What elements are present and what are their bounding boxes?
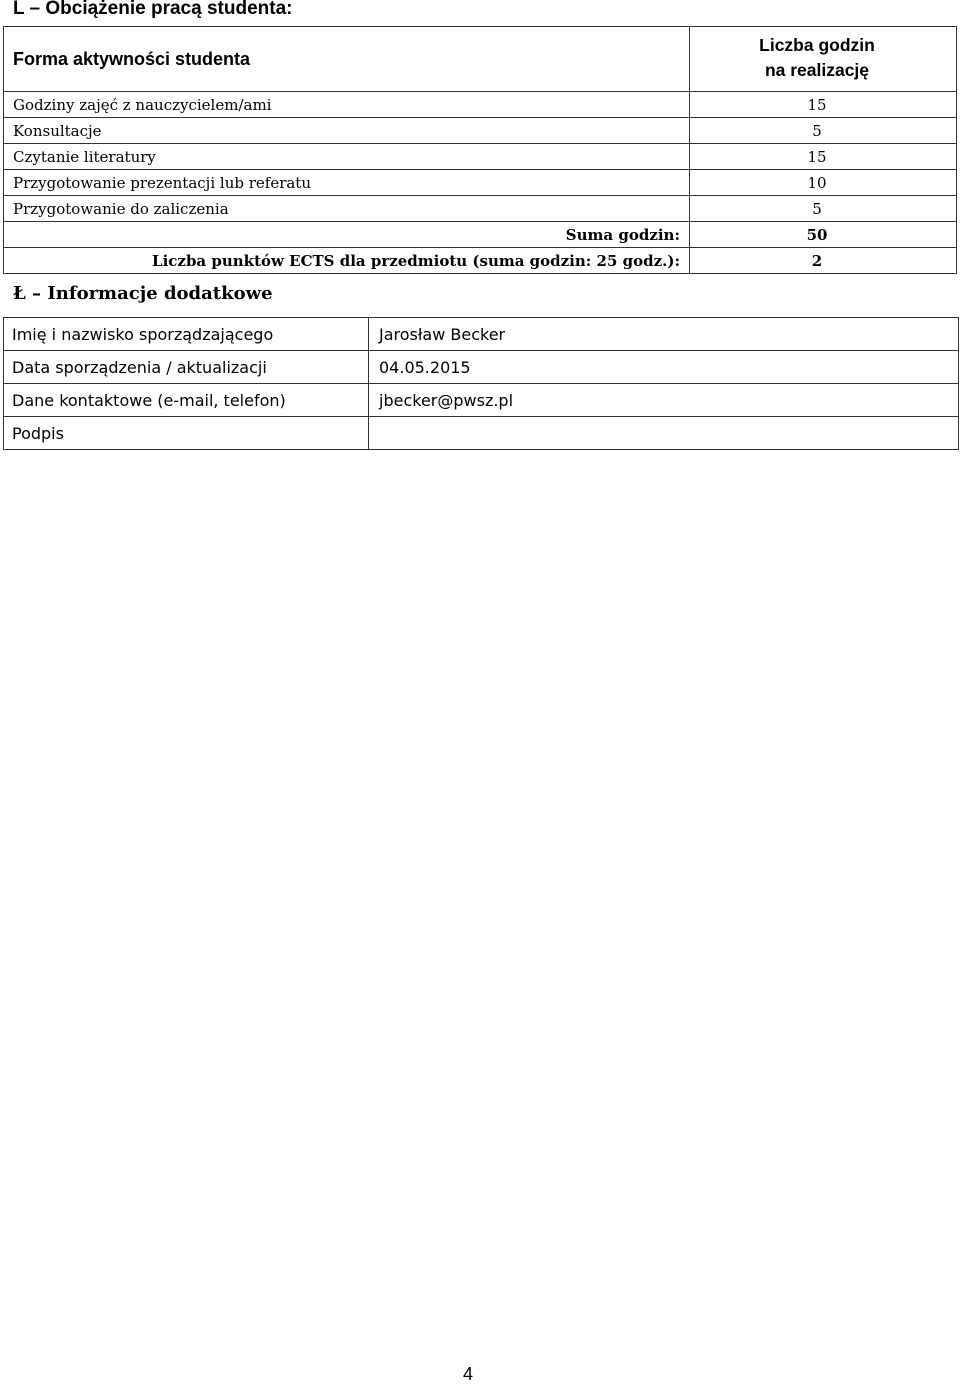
hours-cell: 5 <box>690 196 957 222</box>
info-value: 04.05.2015 <box>369 351 959 384</box>
signature-field <box>369 417 959 450</box>
table-row <box>4 384 959 417</box>
table-row <box>4 118 957 144</box>
info-label: Podpis <box>4 417 369 450</box>
hours-cell: 15 <box>690 92 957 118</box>
table-row <box>4 196 957 222</box>
header-hours-line2: na realizację <box>764 60 870 80</box>
info-label: Imię i nazwisko sporządzającego <box>4 318 369 351</box>
additional-info-table <box>3 317 959 450</box>
table-row <box>4 92 957 118</box>
workload-table <box>3 26 957 274</box>
header-activity: Forma aktywności studenta <box>4 27 690 92</box>
section-l2-title: Ł – Informacje dodatkowe <box>13 283 273 304</box>
hours-cell: 10 <box>690 170 957 196</box>
ects-value: 2 <box>690 248 957 274</box>
sum-value: 50 <box>690 222 957 248</box>
section-l-title: L – Obciążenie pracą studenta: <box>13 0 293 19</box>
ects-row <box>4 248 957 274</box>
activity-cell: Przygotowanie do zaliczenia <box>4 196 690 222</box>
table-row <box>4 170 957 196</box>
sum-label: Suma godzin: <box>4 222 690 248</box>
table-row <box>4 351 959 384</box>
hours-cell: 5 <box>690 118 957 144</box>
header-hours <box>690 27 957 92</box>
activity-cell: Konsultacje <box>4 118 690 144</box>
header-hours-line1: Liczba godzin <box>759 35 875 55</box>
info-label: Data sporządzenia / aktualizacji <box>4 351 369 384</box>
activity-cell: Godziny zajęć z nauczycielem/ami <box>4 92 690 118</box>
info-label: Dane kontaktowe (e-mail, telefon) <box>4 384 369 417</box>
table-header-row <box>4 27 957 92</box>
activity-cell: Przygotowanie prezentacji lub referatu <box>4 170 690 196</box>
activity-cell: Czytanie literatury <box>4 144 690 170</box>
page-number: 4 <box>463 1364 474 1384</box>
info-value: Jarosław Becker <box>369 318 959 351</box>
info-value: jbecker@pwsz.pl <box>369 384 959 417</box>
table-row <box>4 318 959 351</box>
table-row <box>4 417 959 450</box>
table-row <box>4 144 957 170</box>
sum-row <box>4 222 957 248</box>
ects-label: Liczba punktów ECTS dla przedmiotu (suma godzin: 25 godz.): <box>4 248 690 274</box>
hours-cell: 15 <box>690 144 957 170</box>
